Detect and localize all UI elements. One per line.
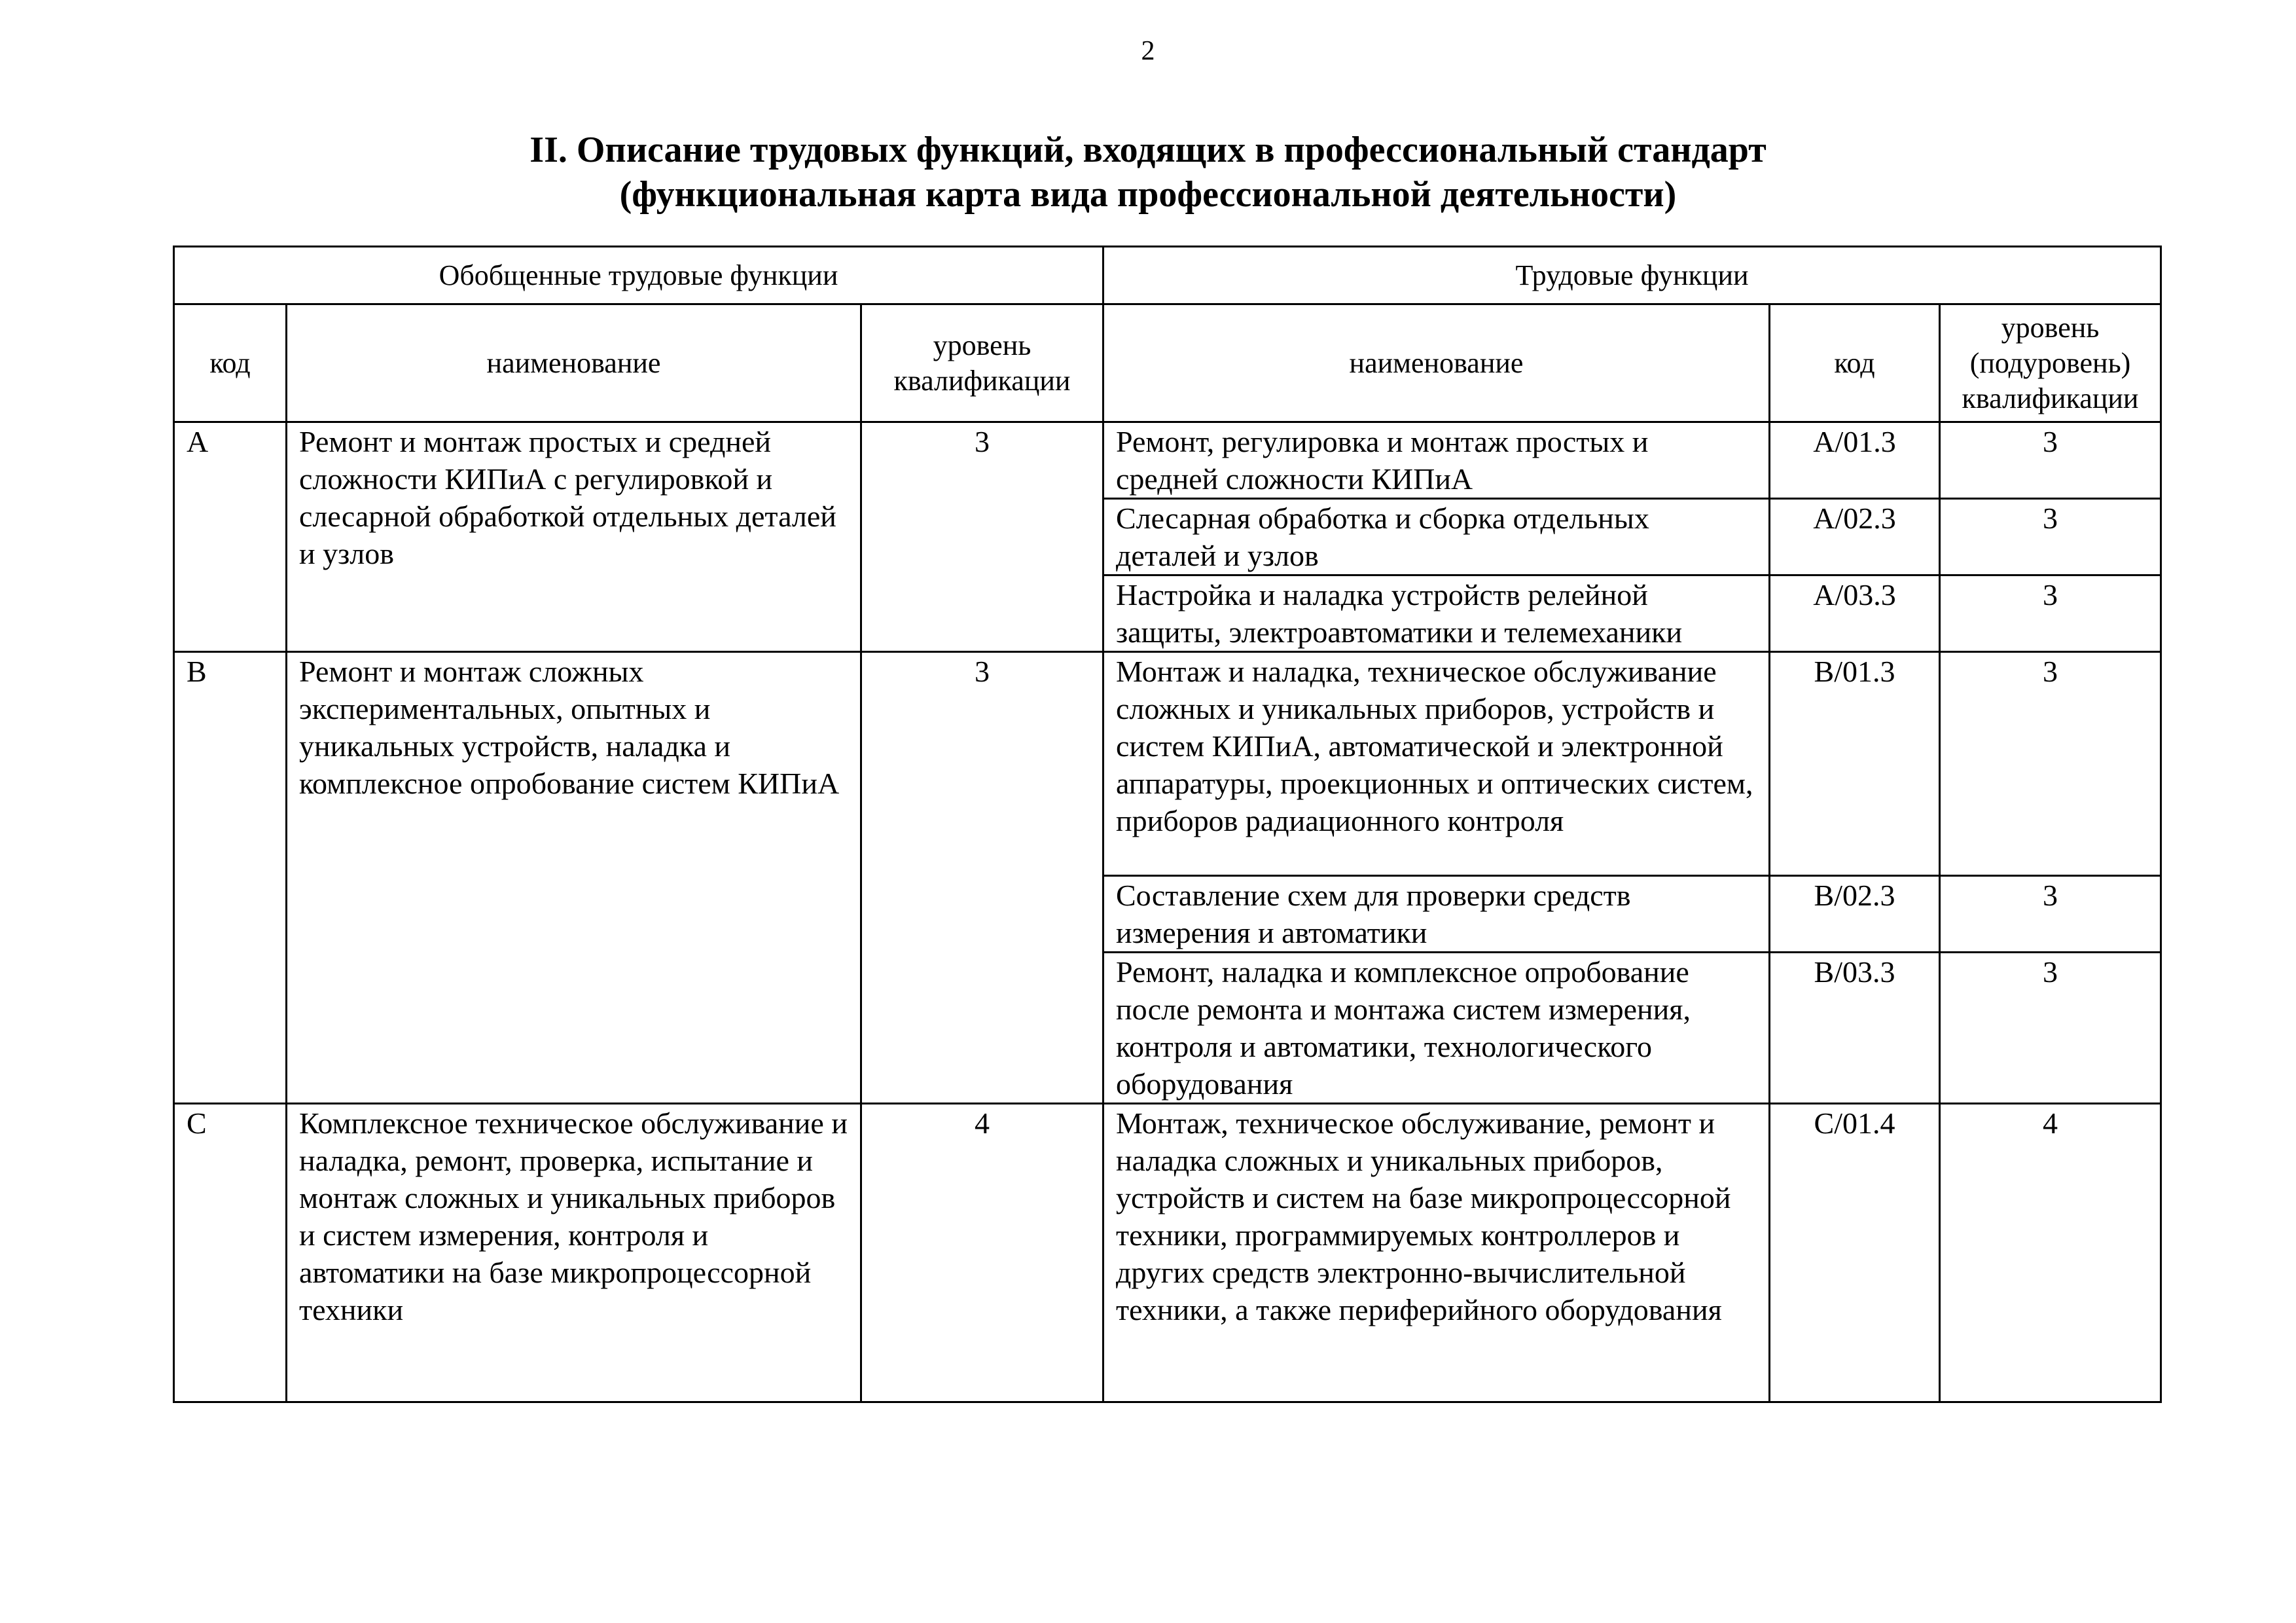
header-gen-name: наименование [287,304,861,422]
function-code: A/02.3 [1770,499,1940,575]
header-gen-level: уровень квалификации [861,304,1103,422]
function-level: 3 [1940,953,2161,1104]
function-name: Слесарная обработка и сборка отдельных деталей и узлов [1103,499,1770,575]
table-group-header-row [174,247,2161,304]
title-line-1: II. Описание трудовых функций, входящих в профессиональный стандарт [529,130,1767,170]
group-name: Ремонт и монтаж простых и средней сложности КИПиА с регулировкой и слесарной обработкой отдельных деталей и узлов [287,422,861,652]
function-name: Ремонт, регулировка и монтаж простых и средней сложности КИПиА [1103,422,1770,499]
function-name: Настройка и наладка устройств релейной защиты, электроавтоматики и телемеханики [1103,575,1770,652]
header-labor-functions: Трудовые функции [1103,247,2161,304]
function-code: B/02.3 [1770,876,1940,953]
function-code: C/01.4 [1770,1104,1940,1402]
function-level: 3 [1940,876,2161,953]
table-row [174,652,2161,876]
group-name: Комплексное техническое обслуживание и наладка, ремонт, проверка, испытание и монтаж сложных и уникальных приборов и систем измерения, контроля и автоматики на базе микропроцессорной техники [287,1104,861,1402]
function-name: Ремонт, наладка и комплексное опробование после ремонта и монтажа систем измерения, контроля и автоматики, технологического оборудования [1103,953,1770,1104]
group-level: 4 [861,1104,1103,1402]
header-tf-code: код [1770,304,1940,422]
page-number: 2 [1141,36,1155,66]
document-title [0,128,2296,217]
function-code: B/01.3 [1770,652,1940,876]
group-level: 3 [861,652,1103,1104]
table-row [174,1104,2161,1402]
group-code: A [174,422,287,652]
function-name: Монтаж и наладка, техническое обслуживание сложных и уникальных приборов, устройств и систем КИПиА, автоматической и электронной аппаратуры, проекционных и оптических систем, приборов радиационного контроля [1103,652,1770,876]
group-code: B [174,652,287,1104]
group-level: 3 [861,422,1103,652]
header-tf-level: уровень (подуровень) квалификации [1940,304,2161,422]
function-level: 3 [1940,422,2161,499]
function-level: 3 [1940,499,2161,575]
function-code: B/03.3 [1770,953,1940,1104]
header-tf-name: наименование [1103,304,1770,422]
function-name: Монтаж, техническое обслуживание, ремонт и наладка сложных и уникальных приборов, устройств и систем на базе микропроцессорной техники, программируемых контроллеров и других средств электронно-вычислительной техники, а также периферийного оборудования [1103,1104,1770,1402]
table-subheader-row [174,304,2161,422]
function-code: A/01.3 [1770,422,1940,499]
function-code: A/03.3 [1770,575,1940,652]
title-line-2: (функциональная карта вида профессиональной деятельности) [619,174,1677,215]
function-level: 3 [1940,652,2161,876]
functional-map-table [173,246,2162,1403]
table-row [174,422,2161,499]
header-gen-code: код [174,304,287,422]
function-level: 3 [1940,575,2161,652]
function-level: 4 [1940,1104,2161,1402]
header-generalized-functions: Обобщенные трудовые функции [174,247,1103,304]
group-code: C [174,1104,287,1402]
function-name: Составление схем для проверки средств измерения и автоматики [1103,876,1770,953]
group-name: Ремонт и монтаж сложных экспериментальных, опытных и уникальных устройств, наладка и комплексное опробование систем КИПиА [287,652,861,1104]
